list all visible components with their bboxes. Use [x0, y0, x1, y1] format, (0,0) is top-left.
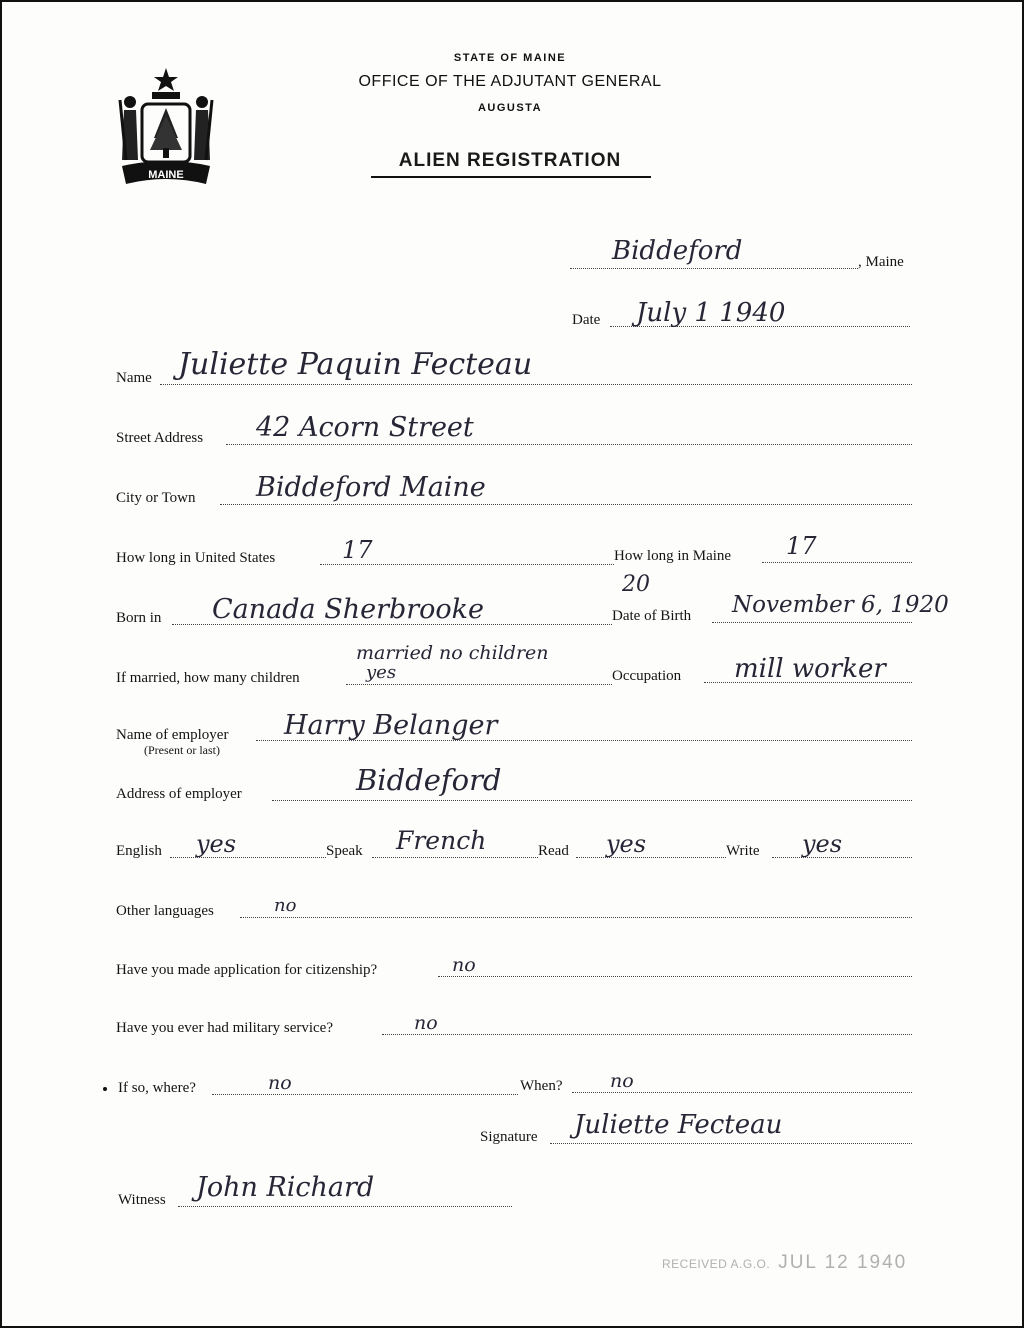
english-line	[170, 857, 326, 858]
married-note: married no children	[356, 642, 549, 664]
other-languages-value[interactable]: no	[274, 895, 297, 916]
date-label: Date	[572, 312, 601, 328]
citizenship-label: Have you made application for citizenship?	[116, 962, 378, 978]
city-label: City or Town	[116, 490, 196, 506]
read-label: Read	[538, 843, 569, 859]
born-value[interactable]: Canada Sherbrooke	[212, 594, 485, 625]
other-languages-label: Other languages	[116, 903, 214, 919]
witness-line	[178, 1206, 512, 1207]
employer-address-line	[272, 800, 912, 801]
write-line	[772, 857, 912, 858]
title-underline	[371, 176, 651, 178]
dob-label: Date of Birth	[612, 608, 692, 624]
english-value[interactable]: yes	[196, 830, 237, 858]
office-heading: OFFICE OF THE ADJUTANT GENERAL	[358, 73, 662, 90]
name-value[interactable]: Juliette Paquin Fecteau	[178, 347, 533, 382]
name-label: Name	[116, 370, 152, 386]
town-line	[570, 268, 858, 269]
dob-line	[712, 622, 912, 623]
city-heading: AUGUSTA	[477, 102, 543, 114]
born-label: Born in	[116, 610, 162, 626]
maine-duration-value[interactable]: 17	[786, 532, 817, 560]
received-stamp	[662, 1252, 907, 1274]
military-label: Have you ever had military service?	[116, 1020, 333, 1036]
english-label: English	[116, 843, 162, 859]
received-stamp-text: RECEIVED A.G.O.	[662, 1257, 771, 1271]
write-value[interactable]: yes	[802, 830, 843, 858]
us-duration-line	[320, 564, 614, 565]
witness-value[interactable]: John Richard	[196, 1172, 375, 1203]
military-value[interactable]: no	[414, 1012, 438, 1034]
read-value[interactable]: yes	[606, 830, 647, 858]
where-line	[212, 1094, 518, 1095]
write-label: Write	[726, 843, 760, 859]
name-line	[160, 384, 912, 385]
maine-duration-line	[762, 562, 912, 563]
date-value[interactable]: July 1 1940	[636, 298, 786, 328]
when-label: When?	[520, 1078, 563, 1094]
married-value[interactable]: yes	[366, 662, 397, 683]
employer-address-value[interactable]: Biddeford	[356, 763, 502, 797]
signature-value[interactable]: Juliette Fecteau	[574, 1110, 783, 1140]
when-line	[572, 1092, 912, 1093]
city-line	[220, 504, 912, 505]
employer-value[interactable]: Harry Belanger	[284, 710, 498, 741]
where-value[interactable]: no	[268, 1072, 292, 1094]
born-note: 20	[622, 572, 650, 597]
us-duration-label: How long in United States	[116, 550, 276, 566]
city-value[interactable]: Biddeford Maine	[256, 472, 486, 503]
street-label: Street Address	[116, 430, 204, 446]
received-stamp-date: JUL 12 1940	[778, 1252, 908, 1273]
married-line	[346, 684, 612, 685]
street-value[interactable]: 42 Acorn Street	[256, 412, 474, 443]
occupation-label: Occupation	[612, 668, 682, 684]
street-line	[226, 444, 912, 445]
employer-address-label: Address of employer	[116, 786, 242, 802]
married-label: If married, how many children	[116, 670, 300, 686]
form-title: ALIEN REGISTRATION	[398, 150, 622, 171]
speak-value[interactable]: French	[396, 826, 487, 855]
employer-label: Name of employer	[116, 727, 229, 743]
other-languages-line	[240, 917, 912, 918]
bullet-mark	[103, 1087, 107, 1091]
speak-line	[372, 857, 538, 858]
us-duration-value[interactable]: 17	[342, 536, 373, 564]
signature-line	[550, 1143, 912, 1144]
town-value[interactable]: Biddeford	[612, 236, 743, 266]
state-heading: STATE OF MAINE	[453, 52, 567, 64]
employer-sublabel: (Present or last)	[144, 743, 220, 757]
citizenship-line	[438, 976, 912, 977]
military-line	[382, 1034, 912, 1035]
signature-label: Signature	[480, 1129, 538, 1145]
dob-value[interactable]: November 6, 1920	[732, 592, 949, 618]
when-value[interactable]: no	[610, 1070, 634, 1092]
where-label: If so, where?	[118, 1080, 196, 1096]
read-line	[576, 857, 726, 858]
seal-banner-text: MAINE	[148, 169, 184, 181]
maine-label: , Maine	[858, 254, 904, 270]
citizenship-value[interactable]: no	[452, 954, 476, 976]
maine-state-seal-icon	[112, 64, 220, 192]
maine-duration-label: How long in Maine	[614, 548, 732, 564]
speak-label: Speak	[326, 843, 363, 859]
occupation-value[interactable]: mill worker	[734, 654, 886, 684]
witness-label: Witness	[118, 1192, 166, 1208]
